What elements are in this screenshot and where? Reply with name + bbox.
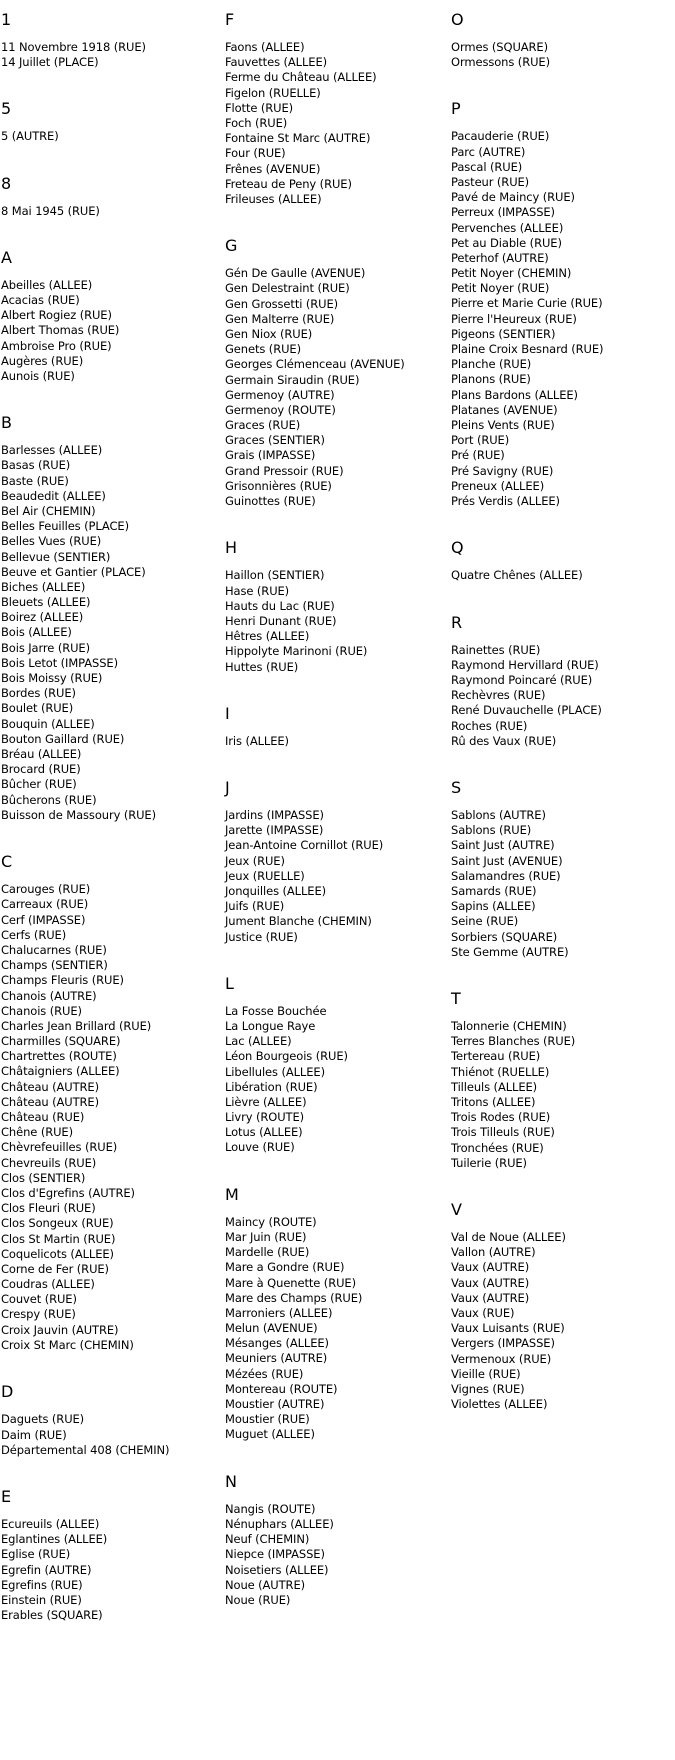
street-entry: Noisetiers (ALLEE) <box>225 1562 329 1577</box>
street-entry: Muguet (ALLEE) <box>225 1427 315 1442</box>
street-entry: Graces (SENTIER) <box>225 433 325 448</box>
street-entry: Plans Bardons (ALLEE) <box>451 387 578 402</box>
street-list <box>225 266 405 509</box>
letter-section <box>451 1200 566 1412</box>
street-entry: Cerfs (RUE) <box>1 927 67 942</box>
street-entry: Coudras (ALLEE) <box>1 1277 95 1292</box>
street-entry: Couvet (RUE) <box>1 1292 77 1307</box>
letter-section <box>1 852 151 1353</box>
street-entry: Prés Verdis (ALLEE) <box>451 493 560 508</box>
letter-section <box>451 778 569 960</box>
street-entry: Tilleuls (ALLEE) <box>451 1079 538 1094</box>
street-entry: Chartrettes (ROUTE) <box>1 1049 117 1064</box>
street-entry: Bois Moissy (RUE) <box>1 671 103 685</box>
street-entry: Hase (RUE) <box>225 583 290 598</box>
street-entry: Trois Tilleuls (RUE) <box>451 1125 555 1140</box>
street-entry: Clos Fleuri (RUE) <box>1 1201 96 1216</box>
street-entry: Chanois (AUTRE) <box>1 988 97 1003</box>
section-letter-heading: J <box>225 778 230 797</box>
section-letter-heading: N <box>225 1471 237 1491</box>
street-entry: Vignes (RUE) <box>451 1381 525 1396</box>
street-entry: Vieille (RUE) <box>451 1366 521 1381</box>
street-entry: Justice (RUE) <box>225 929 298 944</box>
street-entry: Livry (ROUTE) <box>225 1110 305 1125</box>
street-entry: Melun (AVENUE) <box>225 1321 318 1336</box>
street-entry: Freteau de Peny (RUE) <box>225 176 352 191</box>
street-list <box>451 40 550 70</box>
street-entry: Belles Feuilles (PLACE) <box>1 519 129 534</box>
section-letter-heading: B <box>1 413 12 433</box>
street-entry: Sapins (ALLEE) <box>451 899 536 914</box>
letter-section <box>451 99 603 509</box>
letter-section <box>225 236 405 509</box>
street-entry: Gen Delestraint (RUE) <box>225 281 350 296</box>
street-entry: Chalucarnes (RUE) <box>1 942 107 957</box>
street-entry: Huttes (RUE) <box>225 659 299 674</box>
street-entry: Libellules (ALLEE) <box>225 1064 325 1079</box>
street-entry: Charles Jean Brillard (RUE) <box>1 1018 152 1033</box>
street-entry: La Fosse Bouchée <box>225 1003 327 1018</box>
section-letter-heading: I <box>225 703 230 723</box>
street-entry: Ferme du Château (ALLEE) <box>225 70 377 85</box>
street-entry: Meuniers (AUTRE) <box>225 1351 328 1366</box>
street-entry: Augères (RUE) <box>1 353 84 368</box>
street-entry: Faons (ALLEE) <box>225 40 305 54</box>
street-entry: Bûcherons (RUE) <box>1 792 97 807</box>
street-entry: Rû des Vaux (RUE) <box>451 733 557 748</box>
street-entry: Hêtres (ALLEE) <box>225 629 310 644</box>
street-entry: Hauts du Lac (RUE) <box>225 598 335 613</box>
street-entry: Sablons (RUE) <box>451 823 532 838</box>
section-letter-heading: G <box>225 236 238 256</box>
street-entry: Pleins Vents (RUE) <box>451 417 555 432</box>
letter-section <box>1 413 156 823</box>
street-entry: Albert Thomas (RUE) <box>1 323 120 338</box>
street-entry: Einstein (RUE) <box>1 1592 82 1607</box>
letter-section <box>1 1487 107 1623</box>
section-letter-heading: 5 <box>1 99 12 119</box>
street-entry: Chevreuils (RUE) <box>1 1155 97 1170</box>
street-entry: Platanes (AVENUE) <box>451 402 558 417</box>
street-entry: Mézées (RUE) <box>225 1366 304 1381</box>
street-entry: 11 Novembre 1918 (RUE) <box>1 40 146 54</box>
street-entry: Vaux (AUTRE) <box>451 1260 530 1275</box>
street-entry: Guinottes (RUE) <box>225 494 316 508</box>
street-entry: Vaux (AUTRE) <box>451 1275 530 1290</box>
street-entry: Pacauderie (RUE) <box>451 129 550 144</box>
street-entry: Vaux Luisants (RUE) <box>451 1321 565 1336</box>
street-entry: Rainettes (RUE) <box>451 642 541 657</box>
street-entry: Genets (RUE) <box>225 342 301 357</box>
street-entry: Gen Malterre (RUE) <box>225 311 335 326</box>
street-list <box>451 568 583 583</box>
section-letter-heading: 1 <box>1 10 12 29</box>
street-entry: Mar Juin (RUE) <box>225 1229 307 1244</box>
letter-section <box>225 538 367 674</box>
letter-section <box>451 538 583 583</box>
street-entry: Grand Pressoir (RUE) <box>225 463 344 478</box>
street-entry: 8 Mai 1945 (RUE) <box>1 203 100 218</box>
street-list <box>1 443 156 823</box>
street-entry: Coquelicots (ALLEE) <box>1 1246 114 1261</box>
street-entry: Four (RUE) <box>225 146 286 161</box>
street-entry: Montereau (ROUTE) <box>225 1381 338 1396</box>
street-entry: Hippolyte Marinoni (RUE) <box>225 644 368 659</box>
street-entry: Lotus (ALLEE) <box>225 1125 303 1140</box>
street-entry: Marroniers (ALLEE) <box>225 1305 333 1320</box>
street-entry: Germain Siraudin (RUE) <box>225 372 360 387</box>
street-list <box>451 643 602 749</box>
street-entry: Nénuphars (ALLEE) <box>225 1516 334 1531</box>
street-entry: Vallon (AUTRE) <box>451 1245 536 1260</box>
street-entry: Barlesses (ALLEE) <box>1 443 103 458</box>
street-entry: Jument Blanche (CHEMIN) <box>225 914 372 929</box>
street-entry: Boirez (ALLEE) <box>1 610 84 625</box>
street-entry: Brocard (RUE) <box>1 762 81 777</box>
street-entry: Egrefin (AUTRE) <box>1 1562 92 1577</box>
street-entry: Beuve et Gantier (PLACE) <box>1 564 146 579</box>
street-list <box>225 734 289 749</box>
street-entry: Pré (RUE) <box>451 448 505 463</box>
street-entry: Biches (ALLEE) <box>1 579 86 594</box>
street-entry: Bois Letot (IMPASSE) <box>1 655 118 670</box>
street-entry: Saint Just (AVENUE) <box>451 853 563 868</box>
street-list <box>225 568 367 674</box>
letter-section <box>1 99 59 144</box>
street-entry: Albert Rogiez (RUE) <box>1 308 112 323</box>
street-entry: Germenoy (AUTRE) <box>225 387 335 402</box>
street-entry: Pavé de Maincy (RUE) <box>451 190 575 205</box>
street-entry: Gen Grossetti (RUE) <box>225 296 339 311</box>
street-entry: Niepce (IMPASSE) <box>225 1547 325 1562</box>
street-entry: Bûcher (RUE) <box>1 777 77 792</box>
street-entry: Talonnerie (CHEMIN) <box>451 1019 567 1033</box>
street-entry: Bellevue (SENTIER) <box>1 549 111 564</box>
street-entry: Planche (RUE) <box>451 357 532 372</box>
street-entry: Eglise (RUE) <box>1 1547 71 1562</box>
section-letter-heading: S <box>451 778 462 797</box>
street-entry: Preneux (ALLEE) <box>451 478 545 493</box>
letter-section <box>1 10 146 70</box>
street-entry: Beaudedit (ALLEE) <box>1 488 106 503</box>
street-entry: Bouton Gaillard (RUE) <box>1 731 125 746</box>
street-entry: Vermenoux (RUE) <box>451 1351 552 1366</box>
street-entry: René Duvauchelle (PLACE) <box>451 703 602 718</box>
street-entry: Flotte (RUE) <box>225 100 294 115</box>
street-entry: Moustier (AUTRE) <box>225 1397 325 1412</box>
street-list <box>451 129 603 509</box>
street-entry: Mésanges (ALLEE) <box>225 1336 329 1351</box>
street-entry: Grais (IMPASSE) <box>225 448 316 463</box>
street-entry: Violettes (ALLEE) <box>451 1397 548 1412</box>
street-entry: Châtaigniers (ALLEE) <box>1 1064 120 1079</box>
section-letter-heading: V <box>451 1200 462 1219</box>
street-entry: Noue (RUE) <box>225 1592 291 1607</box>
street-entry: Ormessons (RUE) <box>451 55 550 70</box>
street-entry: Peterhof (AUTRE) <box>451 250 549 265</box>
section-letter-heading: Q <box>451 538 464 558</box>
street-entry: Parc (AUTRE) <box>451 144 526 159</box>
street-entry: Rechèvres (RUE) <box>451 688 546 703</box>
street-entry: Lièvre (ALLEE) <box>225 1094 307 1109</box>
street-entry: Jarette (IMPASSE) <box>225 823 324 838</box>
street-entry: Frênes (AVENUE) <box>225 161 321 176</box>
street-entry: Château (AUTRE) <box>1 1094 99 1109</box>
section-letter-heading: C <box>1 852 13 872</box>
street-entry: Clos (SENTIER) <box>1 1170 86 1185</box>
street-entry: Foch (RUE) <box>225 115 288 130</box>
street-entry: Buisson de Massoury (RUE) <box>1 807 156 822</box>
street-entry: Sablons (AUTRE) <box>451 808 546 822</box>
street-entry: Ste Gemme (AUTRE) <box>451 944 569 959</box>
section-letter-heading: L <box>225 973 234 993</box>
street-entry: Germenoy (ROUTE) <box>225 402 336 417</box>
letter-section <box>225 1472 334 1608</box>
street-entry: Pasteur (RUE) <box>451 174 530 189</box>
street-entry: Carouges (RUE) <box>1 882 91 897</box>
street-list <box>451 1019 575 1171</box>
letter-section <box>451 613 602 749</box>
street-entry: Aunois (RUE) <box>1 368 75 383</box>
street-entry: Abeilles (ALLEE) <box>1 277 93 292</box>
street-list <box>1 1517 107 1623</box>
street-entry: Château (AUTRE) <box>1 1079 99 1094</box>
street-list <box>451 808 569 960</box>
street-entry: Bel Air (CHEMIN) <box>1 503 96 518</box>
street-entry: Raymond Poincaré (RUE) <box>451 672 593 687</box>
street-entry: Roches (RUE) <box>451 718 528 733</box>
street-entry: Belles Vues (RUE) <box>1 534 102 549</box>
letter-section <box>225 704 289 749</box>
street-entry: Bois Jarre (RUE) <box>1 640 90 655</box>
street-entry: Seine (RUE) <box>451 914 519 929</box>
street-entry: Vaux (RUE) <box>451 1305 515 1320</box>
street-entry: Léon Bourgeois (RUE) <box>225 1049 348 1064</box>
street-entry: Neuf (CHEMIN) <box>225 1532 310 1547</box>
street-entry: Jean-Antoine Cornillot (RUE) <box>225 838 384 853</box>
street-list <box>225 1215 362 1443</box>
street-entry: Croix St Marc (CHEMIN) <box>1 1337 134 1352</box>
street-entry: Samards (RUE) <box>451 883 537 898</box>
street-entry: Lac (ALLEE) <box>225 1034 292 1049</box>
street-entry: Tuilerie (RUE) <box>451 1155 527 1170</box>
street-entry: Bouquin (ALLEE) <box>1 716 95 731</box>
street-entry: Nangis (ROUTE) <box>225 1501 316 1516</box>
street-entry: Champs Fleuris (RUE) <box>1 973 124 988</box>
street-entry: Saint Just (AUTRE) <box>451 838 555 853</box>
street-entry: Carreaux (RUE) <box>1 897 89 912</box>
street-entry: Libération (RUE) <box>225 1079 318 1094</box>
street-entry: Daim (RUE) <box>1 1427 67 1442</box>
street-entry: Raymond Hervillard (RUE) <box>451 657 599 672</box>
street-entry: Pervenches (ALLEE) <box>451 220 564 235</box>
street-entry: Bleuets (ALLEE) <box>1 595 91 610</box>
street-entry: Ecureuils (ALLEE) <box>1 1517 100 1531</box>
street-entry: Pierre et Marie Curie (RUE) <box>451 296 603 311</box>
street-entry: Graces (RUE) <box>225 418 301 433</box>
street-entry: Tertereau (RUE) <box>451 1049 541 1064</box>
street-entry: Crespy (RUE) <box>1 1307 76 1322</box>
street-entry: Planons (RUE) <box>451 372 531 387</box>
street-entry: Mare a Gondre (RUE) <box>225 1260 345 1275</box>
street-entry: Bordes (RUE) <box>1 686 76 701</box>
street-entry: 5 (AUTRE) <box>1 129 59 144</box>
section-letter-heading: T <box>451 989 461 1008</box>
section-letter-heading: R <box>451 612 463 632</box>
street-list <box>225 808 383 945</box>
section-letter-heading: 8 <box>1 173 12 193</box>
street-list <box>1 882 151 1353</box>
street-entry: Plaine Croix Besnard (RUE) <box>451 342 604 357</box>
section-letter-heading: M <box>225 1184 239 1204</box>
letter-section <box>451 989 575 1171</box>
street-entry: Noue (AUTRE) <box>225 1577 305 1592</box>
street-list <box>225 1004 348 1156</box>
street-entry: Pigeons (SENTIER) <box>451 326 556 341</box>
street-entry: Val de Noue (ALLEE) <box>451 1230 566 1244</box>
street-entry: Ormes (SQUARE) <box>451 40 548 54</box>
street-list <box>225 40 377 207</box>
street-entry: Moustier (RUE) <box>225 1412 310 1427</box>
street-entry: Ambroise Pro (RUE) <box>1 338 112 353</box>
letter-section <box>225 974 348 1156</box>
letter-section <box>1 1382 169 1458</box>
street-entry: Départemental 408 (CHEMIN) <box>1 1442 170 1457</box>
street-entry: Pascal (RUE) <box>451 159 523 174</box>
street-entry: Cerf (IMPASSE) <box>1 912 86 927</box>
street-entry: Chêne (RUE) <box>1 1125 73 1140</box>
street-entry: 14 Juillet (PLACE) <box>1 55 99 70</box>
street-entry: Château (RUE) <box>1 1110 85 1124</box>
street-entry: Perreux (IMPASSE) <box>451 205 555 220</box>
street-entry: Petit Noyer (CHEMIN) <box>451 266 572 281</box>
street-entry: Fauvettes (ALLEE) <box>225 55 328 70</box>
street-entry: Louve (RUE) <box>225 1140 295 1155</box>
section-letter-heading: O <box>451 10 464 29</box>
street-entry: Eglantines (ALLEE) <box>1 1532 108 1547</box>
street-entry: Pierre l'Heureux (RUE) <box>451 311 577 326</box>
street-list <box>1 40 146 70</box>
letter-section <box>1 174 100 219</box>
street-list <box>225 1502 334 1608</box>
street-entry: Pet au Diable (RUE) <box>451 235 562 250</box>
street-entry: Vergers (IMPASSE) <box>451 1336 555 1351</box>
letter-section <box>1 248 119 384</box>
street-entry: Baste (RUE) <box>1 473 69 488</box>
street-entry: Jardins (IMPASSE) <box>225 808 324 822</box>
street-entry: Grisonnières (RUE) <box>225 478 332 493</box>
section-letter-heading: F <box>225 10 235 29</box>
street-list <box>1 204 100 219</box>
street-entry: Corne de Fer (RUE) <box>1 1261 109 1276</box>
street-entry: Croix Jauvin (AUTRE) <box>1 1322 119 1337</box>
street-entry: Jeux (RUELLE) <box>225 868 305 883</box>
section-letter-heading: H <box>225 538 238 558</box>
street-entry: Vaux (AUTRE) <box>451 1290 530 1305</box>
street-list <box>451 1230 566 1412</box>
street-entry: Bréau (ALLEE) <box>1 746 82 761</box>
street-entry: Charmilles (SQUARE) <box>1 1034 121 1049</box>
street-entry: Basas (RUE) <box>1 458 71 473</box>
street-entry: Henri Dunant (RUE) <box>225 613 337 628</box>
street-entry: Trois Rodes (RUE) <box>451 1110 551 1125</box>
street-entry: Figelon (RUELLE) <box>225 85 321 100</box>
street-entry: Champs (SENTIER) <box>1 958 108 973</box>
street-entry: Maincy (ROUTE) <box>225 1214 317 1229</box>
street-entry: Frileuses (ALLEE) <box>225 191 322 206</box>
street-entry: Tritons (ALLEE) <box>451 1094 536 1109</box>
street-entry: Haillon (SENTIER) <box>225 568 325 583</box>
street-entry: Mardelle (RUE) <box>225 1245 310 1260</box>
street-list <box>1 278 119 384</box>
section-letter-heading: D <box>1 1382 14 1402</box>
letter-section <box>225 10 377 207</box>
street-entry: Fontaine St Marc (AUTRE) <box>225 131 371 146</box>
street-entry: Pré Savigny (RUE) <box>451 463 554 478</box>
street-entry: Petit Noyer (RUE) <box>451 281 550 296</box>
section-letter-heading: E <box>1 1487 12 1506</box>
street-entry: Gén De Gaulle (AVENUE) <box>225 266 366 281</box>
section-letter-heading: P <box>451 99 461 119</box>
street-entry: Thiénot (RUELLE) <box>451 1064 550 1079</box>
street-entry: Juifs (RUE) <box>225 899 285 914</box>
street-entry: Port (RUE) <box>451 433 510 448</box>
street-entry: La Longue Raye <box>225 1018 316 1033</box>
street-entry: Mare à Quenette (RUE) <box>225 1275 356 1290</box>
letter-section <box>225 1185 362 1443</box>
street-entry: Chanois (RUE) <box>1 1003 82 1018</box>
street-list <box>1 1412 169 1458</box>
street-entry: Jonquilles (ALLEE) <box>225 883 326 898</box>
street-entry: Jeux (RUE) <box>225 853 285 868</box>
letter-section <box>225 778 383 945</box>
street-entry: Iris (ALLEE) <box>225 733 289 748</box>
street-entry: Egrefins (RUE) <box>1 1577 83 1592</box>
street-entry: Erables (SQUARE) <box>1 1608 103 1623</box>
street-entry: Mare des Champs (RUE) <box>225 1290 363 1305</box>
street-entry: Georges Clémenceau (AVENUE) <box>225 357 405 372</box>
street-entry: Chèvrefeuilles (RUE) <box>1 1140 118 1155</box>
street-entry: Salamandres (RUE) <box>451 868 561 883</box>
street-entry: Quatre Chênes (ALLEE) <box>451 568 583 583</box>
street-entry: Terres Blanches (RUE) <box>451 1034 576 1049</box>
street-entry: Daguets (RUE) <box>1 1412 85 1427</box>
street-entry: Acacias (RUE) <box>1 292 80 307</box>
street-entry: Bois (ALLEE) <box>1 625 72 640</box>
street-entry: Gen Niox (RUE) <box>225 326 313 341</box>
street-entry: Clos d'Egrefins (AUTRE) <box>1 1185 135 1200</box>
section-letter-heading: A <box>1 247 12 267</box>
street-entry: Boulet (RUE) <box>1 701 74 716</box>
street-entry: Sorbiers (SQUARE) <box>451 929 558 944</box>
street-entry: Clos St Martin (RUE) <box>1 1231 116 1246</box>
street-entry: Clos Songeux (RUE) <box>1 1216 114 1231</box>
street-list <box>1 129 59 144</box>
letter-section <box>451 10 550 70</box>
street-entry: Tronchées (RUE) <box>451 1140 544 1155</box>
